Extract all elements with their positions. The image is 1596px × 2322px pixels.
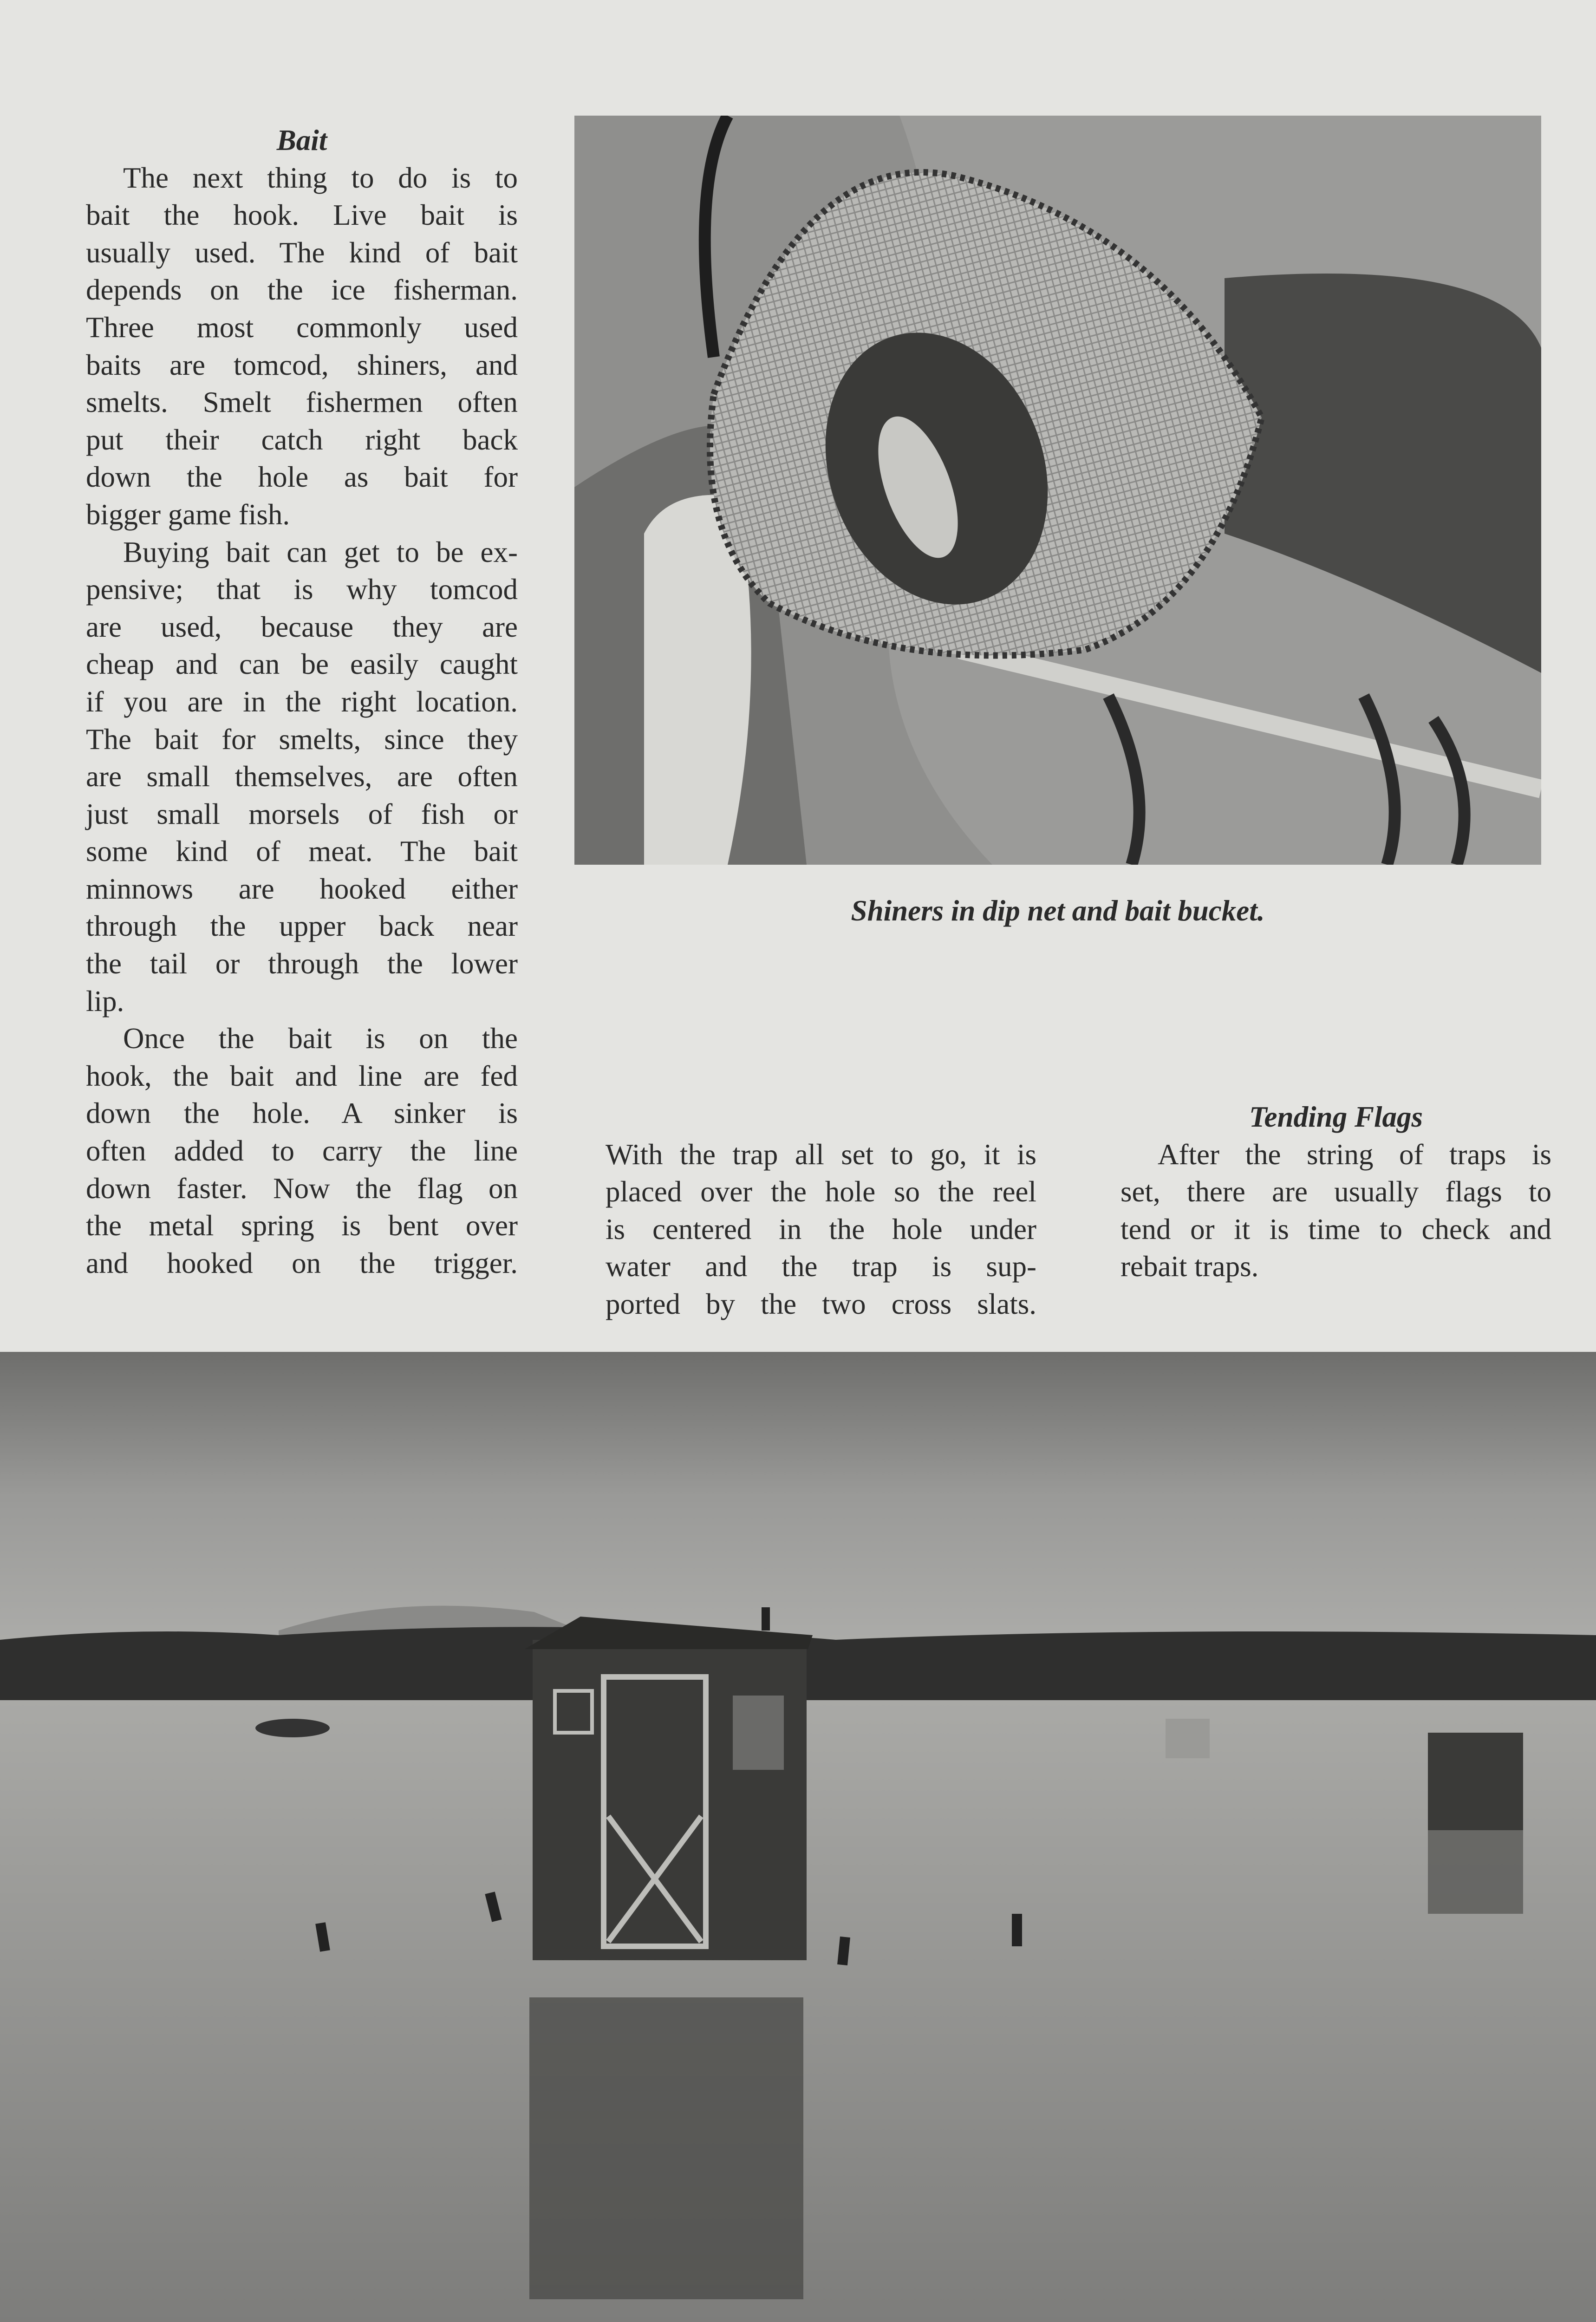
text-line: The bait for smelts, since they — [86, 723, 518, 756]
tending-flags-column — [1120, 1098, 1551, 1285]
text-line: down the hole as bait for — [86, 461, 518, 494]
text-line: placed over the hole so the reel — [606, 1175, 1036, 1208]
text-line: put their catch right back — [86, 423, 518, 456]
bait-article-column — [86, 122, 518, 1282]
text-line: often added to carry the line — [86, 1135, 518, 1168]
text-line: some kind of meat. The bait — [86, 835, 518, 868]
text-line: lip. — [86, 985, 124, 1018]
text-line: tend or it is time to check and — [1120, 1213, 1551, 1246]
text-line: the tail or through the lower — [86, 947, 518, 980]
text-line: With the trap all set to go, it is — [606, 1138, 1036, 1171]
text-line: Once the bait is on the — [123, 1022, 518, 1055]
photo-caption: Shiners in dip net and bait bucket. — [851, 894, 1265, 927]
dip-net-photo — [574, 116, 1541, 865]
text-line: Buying bait can get to be ex- — [123, 535, 518, 568]
text-line: hook, the bait and line are fed — [86, 1059, 518, 1092]
text-line: The next thing to do is to — [123, 161, 518, 194]
bait-heading: Bait — [276, 124, 327, 157]
text-line: minnows are hooked either — [86, 872, 518, 905]
text-line: rebait traps. — [1120, 1250, 1259, 1283]
text-line: water and the trap is sup- — [606, 1250, 1036, 1283]
text-line: ported by the two cross slats. — [606, 1287, 1036, 1320]
tending-flags-heading: Tending Flags — [1249, 1101, 1423, 1133]
text-line: usually used. The kind of bait — [86, 236, 518, 269]
trap-setting-column — [606, 1098, 1036, 1323]
text-line: the metal spring is bent over — [86, 1209, 518, 1242]
text-line: is centered in the hole under — [606, 1213, 1036, 1246]
text-line: down the hole. A sinker is — [86, 1097, 518, 1130]
text-line: Three most commonly used — [86, 311, 518, 344]
text-line: depends on the ice fisherman. — [86, 274, 518, 307]
text-line: are used, because they are — [86, 610, 518, 643]
text-line: set, there are usually flags to — [1120, 1175, 1551, 1208]
ice-shanty-photo — [0, 1352, 1596, 2322]
text-line: bigger game fish. — [86, 498, 290, 531]
text-line: if you are in the right location. — [86, 685, 518, 718]
text-line: bait the hook. Live bait is — [86, 199, 518, 232]
text-line: baits are tomcod, shiners, and — [86, 348, 518, 381]
text-line: down faster. Now the flag on — [86, 1172, 518, 1205]
text-line: smelts. Smelt fishermen often — [86, 386, 518, 419]
text-line: pensive; that is why tomcod — [86, 573, 518, 606]
text-line: just small morsels of fish or — [86, 797, 518, 830]
text-line: through the upper back near — [86, 910, 518, 943]
text-line: and hooked on the trigger. — [86, 1246, 518, 1279]
text-line: cheap and can be easily caught — [86, 648, 518, 681]
text-line: After the string of traps is — [1158, 1138, 1551, 1171]
text-line: are small themselves, are often — [86, 760, 518, 793]
